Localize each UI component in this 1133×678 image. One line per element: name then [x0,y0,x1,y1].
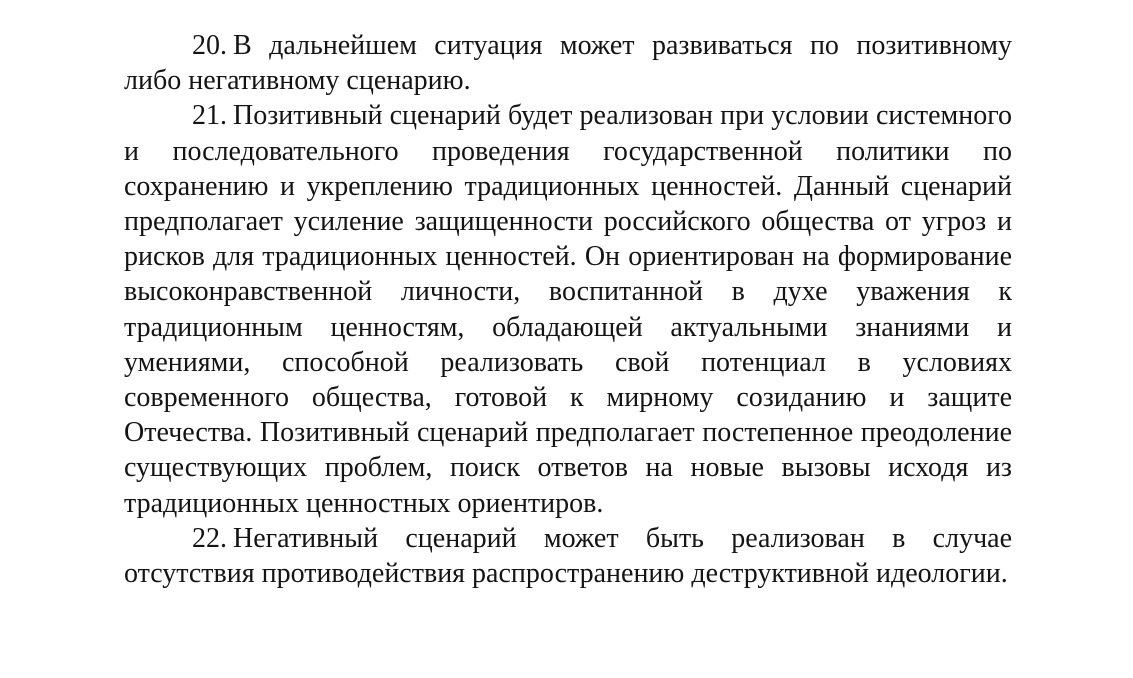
paragraph-text: Негативный сценарий может быть реализован в случае отсутствия противодействия распространению деструктивной идеологии. [124,522,1012,590]
paragraph-21 [124,98,1012,520]
paragraph-text: В дальнейшем ситуация может развиваться по позитивному либо негативному сценарию. [124,30,1012,97]
paragraph-number: 20. [192,30,227,61]
paragraph-number: 22. [192,522,227,554]
document-page [124,28,1012,591]
paragraph-text: Позитивный сценарий будет реализован при условии системного и последовательного проведения государственной политики по сохранению и укреплению традиционных ценностей. Данный сценарий предполагает усиление защищенности российского общества от угроз и рисков для традиционных ценностей. Он ориентирован на формирование высоконравственной личности, воспитанной в духе уважения к традиционным ценностям, обладающей актуальными знаниями и умениями, способной реализовать свой потенциал в условиях современного общества, готовой к мирному созиданию и защите Отечества. Позитивный сценарий предполагает постепенное преодоление существующих проблем, поиск ответов на новые вызовы исходя из традиционных ценностных ориентиров. [124,100,1012,519]
paragraph-22 [124,521,1012,591]
paragraph-20 [124,28,1012,98]
paragraph-number: 21. [192,100,227,132]
